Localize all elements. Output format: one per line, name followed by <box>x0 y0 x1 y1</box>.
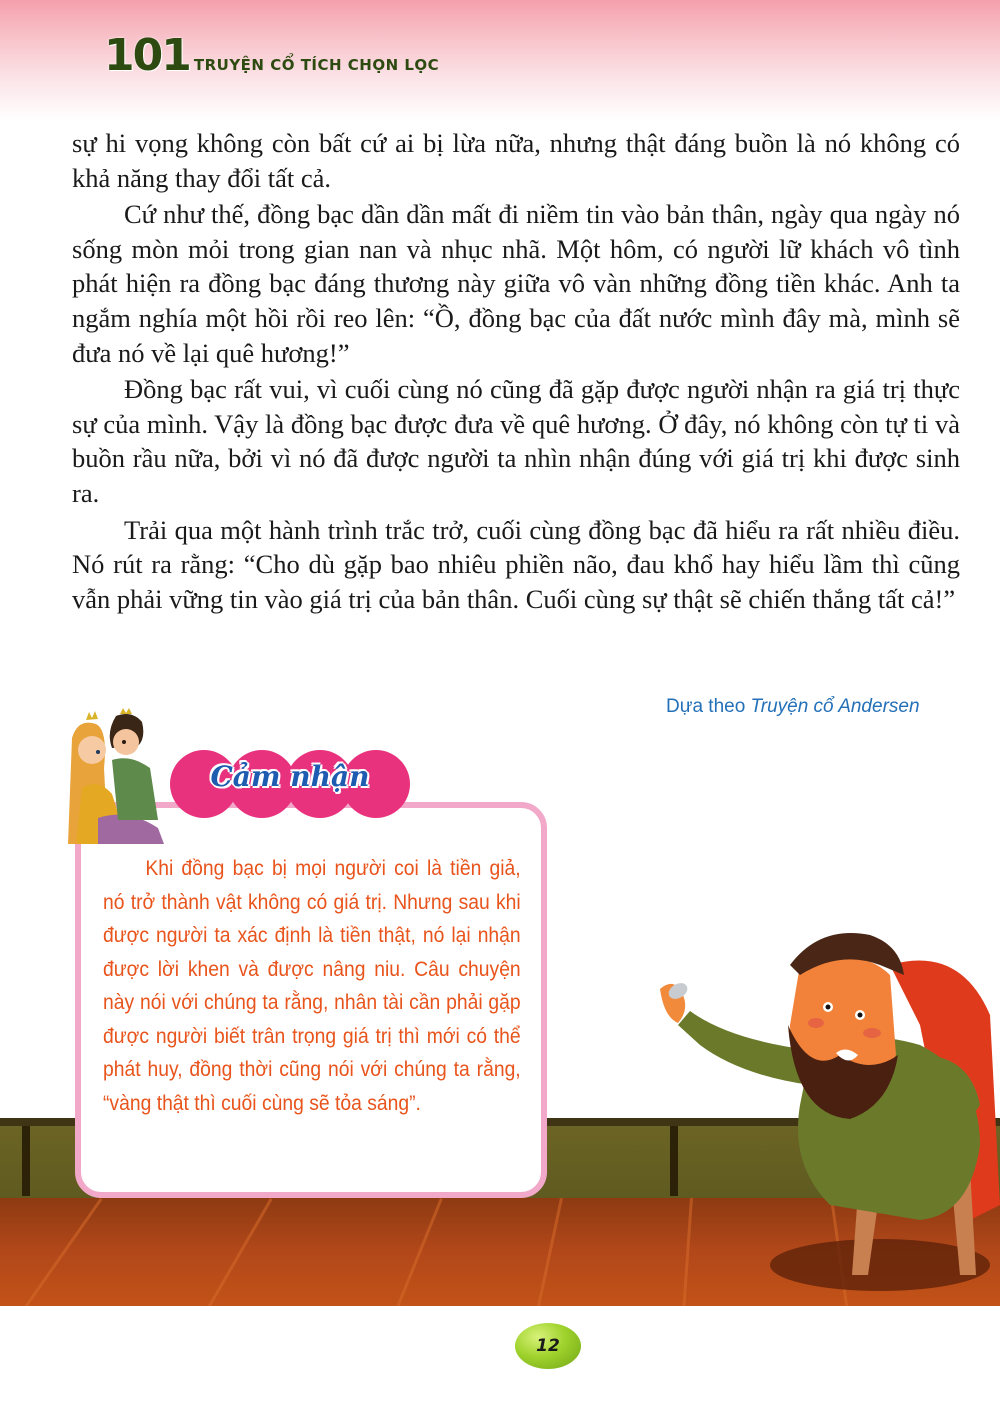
story-paragraph: Trải qua một hành trình trắc trở, cuối cùng đồng bạc đã hiểu ra rất nhiều điều. Nó rút ra rằng: “Cho dù gặp bao nhiêu phiền não, đau khổ hay hiểu lầm thì cũng vẫn phải vững tin vào giá trị của bản thân. Cuối cùng sự thật sẽ chiến thắng tất cả!” <box>72 514 960 614</box>
source-work: Truyện cổ Andersen <box>750 696 920 717</box>
story-paragraph: Cứ như thế, đồng bạc dần dần mất đi niềm tin vào bản thân, ngày qua ngày nó sống mòn mỏi trong gian nan và nhục nhã. Một hôm, có người lữ khách vô tình phát hiện ra đồng bạc đáng thương này giữa vô vàn những đồng tiền khác. Anh ta ngắm nghía một hồi rồi reo lên: “Ồ, đồng bạc của đất nước mình đây mà, mình sẽ đưa nó về lại quê hương!” <box>72 199 960 368</box>
series-title <box>104 30 440 81</box>
reflection-text <box>103 852 521 1120</box>
reflection-title: Cảm nhận <box>210 760 370 793</box>
reflection-paragraph: Khi đồng bạc bị mọi người coi là tiền giả, nó trở thành vật không có giá trị. Nhưng sau khi được người ta xác định là tiền thật, nó lại nhận được lời khen và được nâng niu. Câu chuyện này nói với chúng ta rằng, nhân tài cần phải gặp được người biết trân trọng giá trị thì mới có thể phát huy, đồng thời cũng nói với chúng ta rằng, “vàng thật thì cuối cùng sẽ tỏa sáng”. <box>103 857 521 1115</box>
series-name: TRUYỆN CỔ TÍCH CHỌN LỌC <box>193 56 440 74</box>
series-number: 101 <box>104 30 190 81</box>
page-number: 12 <box>536 1336 560 1356</box>
prince-princess-illustration <box>68 708 174 844</box>
story-text <box>72 126 960 618</box>
page-number-badge <box>515 1323 581 1369</box>
story-paragraph: Đồng bạc rất vui, vì cuối cùng nó cũng đã gặp được người nhận ra giá trị thực sự của mình. Vậy là đồng bạc được đưa về quê hương. Ở đây, nó không còn tự ti và buồn rầu nữa, bởi vì nó đã được người ta nhìn nhận đúng với giá trị khi được sinh ra. <box>72 374 960 508</box>
wall-post <box>22 1126 30 1196</box>
traveler-illustration <box>620 905 1000 1305</box>
source-prefix: Dựa theo <box>666 696 751 717</box>
source-credit <box>666 696 920 718</box>
story-paragraph: sự hi vọng không còn bất cứ ai bị lừa nữa, nhưng thật đáng buồn là nó không có khả năng thay đổi tất cả. <box>72 128 960 193</box>
